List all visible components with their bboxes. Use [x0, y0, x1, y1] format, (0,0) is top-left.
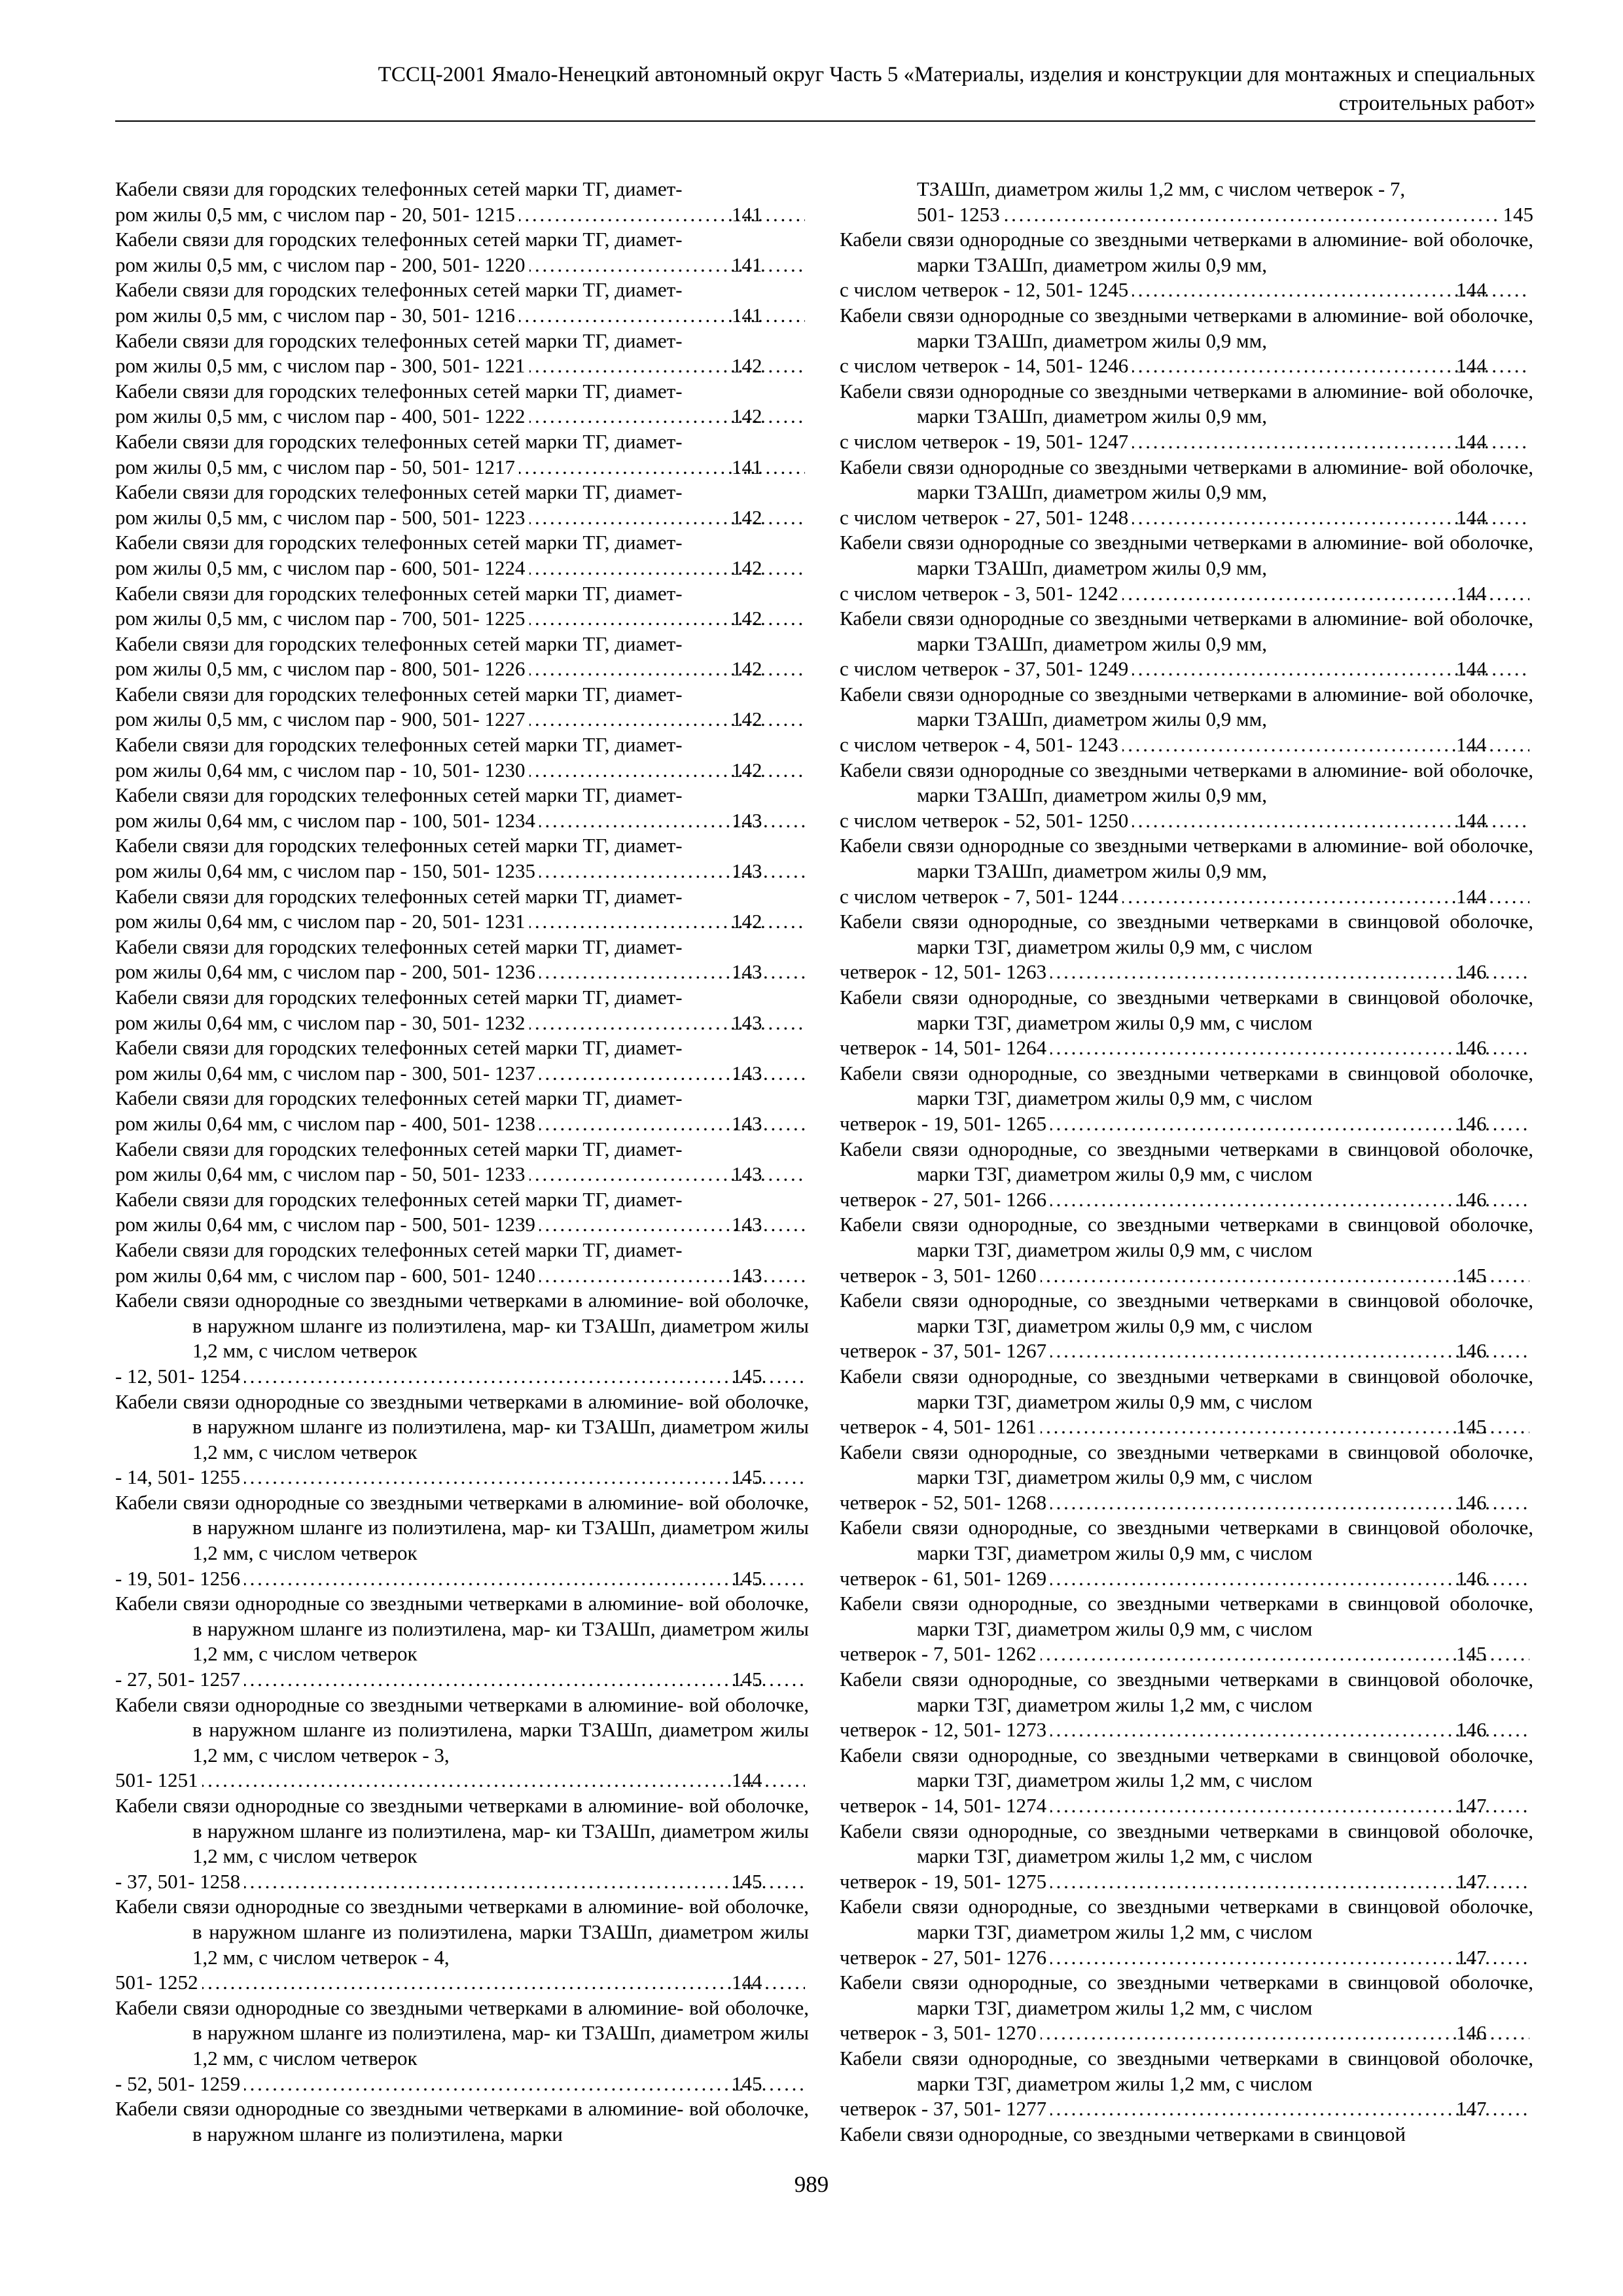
entry-code: ром жилы 0,64 мм, с числом пар - 600, 501- 1240 — [115, 1263, 536, 1287]
index-entry — [115, 632, 809, 682]
entry-ref-line: - 52, 501- 1259 . . . 145 — [192, 2072, 809, 2097]
entry-text: Кабели связи однородные со звездными четверками в алюминие- вой оболочке, марки ТЗАШп, диаметром жилы 0,9 мм, — [840, 531, 1533, 579]
dot-leader — [244, 1667, 805, 1693]
entry-text: Кабели связи однородные со звездными четверками в алюминие- вой оболочке, в наружном шланге из полиэтилена, марки ТЗАШп, диаметром жилы 1,2 мм, с числом четверок - 3, — [115, 1693, 809, 1767]
index-entry — [840, 1515, 1533, 1591]
entry-code: 501- 1251 — [115, 1768, 198, 1792]
entry-code: ром жилы 0,64 мм, с числом пар - 200, 501- 1236 — [115, 960, 536, 984]
entry-text: Кабели связи однородные, со звездными четверками в свинцовой оболочке, марки ТЗГ, диаметром жилы 1,2 мм, с числом — [840, 2046, 1533, 2095]
entry-code: ром жилы 0,64 мм, с числом пар - 10, 501- 1230 — [115, 758, 526, 781]
dot-leader — [202, 1768, 805, 1793]
index-entry — [840, 227, 1533, 303]
entry-code: ром жилы 0,64 мм, с числом пар - 150, 501- 1235 — [115, 859, 536, 883]
entry-text: Кабели связи однородные со звездными четверками в алюминие- вой оболочке, марки ТЗАШп, диаметром жилы 0,9 мм, — [840, 834, 1533, 883]
entry-text: Кабели связи однородные со звездными четверками в алюминие- вой оболочке, в наружном шланге из полиэтилена, мар- ки ТЗАШп, диаметром жилы 1,2 мм, с числом четверок — [115, 1592, 809, 1666]
dot-leader — [529, 556, 805, 581]
entry-text: Кабели связи однородные со звездными четверками в алюминие- вой оболочке, в наружном шланге из полиэтилена, мар- ки ТЗАШп, диаметром жилы 1,2 мм, с числом четверок — [115, 1289, 809, 1363]
index-entry — [115, 1996, 809, 2096]
entry-ref-line: ром жилы 0,64 мм, с числом пар - 150, 501- 1235 . . . 143 — [192, 859, 809, 884]
dot-leader — [539, 1111, 805, 1137]
entry-ref-line: с числом четверок - 14, 501- 1246 . . . 144 — [917, 353, 1533, 379]
entry-text: Кабели связи однородные, со звездными четверками в свинцовой оболочке, марки ТЗГ, диаметром жилы 0,9 мм, с числом — [840, 1213, 1533, 1261]
index-entry — [840, 1288, 1533, 1364]
entry-text: Кабели связи однородные, со звездными четверками в свинцовой оболочке, марки ТЗГ, диаметром жилы 1,2 мм, с числом — [840, 1668, 1533, 1716]
page-number: 989 — [794, 2172, 829, 2197]
entry-ref-line: ром жилы 0,5 мм, с числом пар - 700, 501- 1225 . . . 142 — [192, 606, 809, 632]
index-entry — [115, 278, 809, 328]
dot-leader — [529, 606, 805, 632]
entry-code: ром жилы 0,5 мм, с числом пар - 900, 501- 1227 — [115, 708, 526, 731]
entry-code: - 19, 501- 1256 — [115, 1566, 241, 1590]
entry-ref-line: ром жилы 0,5 мм, с числом пар - 500, 501- 1223 . . . 142 — [192, 505, 809, 531]
entry-page: 145 — [1503, 202, 1533, 226]
entry-text: Кабели связи для городских телефонных сетей марки ТГ, диамет- — [115, 581, 683, 605]
index-entry — [115, 732, 809, 783]
entry-text: Кабели связи для городских телефонных сетей марки ТГ, диамет- — [115, 1187, 683, 1211]
index-entry — [840, 1819, 1533, 1895]
entry-code: - 14, 501- 1255 — [115, 1465, 241, 1489]
index-entry — [840, 833, 1533, 909]
dot-leader — [202, 1970, 805, 1996]
entry-code: ром жилы 0,64 мм, с числом пар - 100, 501- 1234 — [115, 808, 536, 832]
index-entry — [115, 429, 809, 480]
dot-leader — [244, 1364, 805, 1390]
index-entry — [115, 833, 809, 884]
entry-ref-line: четверок - 12, 501- 1273 . . . 146 — [917, 1717, 1533, 1743]
dot-leader — [529, 1011, 805, 1036]
entry-code: ром жилы 0,5 мм, с числом пар - 600, 501- 1224 — [115, 556, 526, 579]
entry-ref-line: с числом четверок - 37, 501- 1249 . . . 144 — [917, 656, 1533, 682]
dot-leader — [244, 1566, 805, 1592]
index-entry — [115, 379, 809, 429]
entry-code: четверок - 3, 501- 1260 — [840, 1263, 1037, 1287]
entry-code: четверок - 14, 501- 1264 — [840, 1036, 1047, 1060]
entry-text: Кабели связи для городских телефонных сетей марки ТГ, диамет- — [115, 1036, 683, 1060]
index-entry — [840, 909, 1533, 985]
entry-ref-line: ром жилы 0,5 мм, с числом пар - 30, 501- 1216 . . . 141 — [192, 303, 809, 329]
entry-text: ТЗАШп, диаметром жилы 1,2 мм, с числом четверок - 7, — [917, 177, 1406, 200]
entry-ref-line: с числом четверок - 19, 501- 1247 . . . 144 — [917, 429, 1533, 455]
entry-ref-line: четверок - 3, 501- 1260 . . . 145 — [917, 1263, 1533, 1289]
entry-ref-line: ром жилы 0,64 мм, с числом пар - 200, 501- 1236 . . . 143 — [192, 960, 809, 985]
entry-ref-line: четверок - 7, 501- 1262 . . . 145 — [917, 1641, 1533, 1667]
dot-leader — [539, 1263, 805, 1289]
entry-code: с числом четверок - 4, 501- 1243 — [840, 733, 1118, 757]
entry-code: четверок - 12, 501- 1263 — [840, 960, 1047, 984]
entry-code: четверок - 19, 501- 1275 — [840, 1869, 1047, 1893]
entry-text: Кабели связи для городских телефонных сетей марки ТГ, диамет- — [115, 986, 683, 1009]
index-entry — [115, 227, 809, 278]
entry-text: Кабели связи для городских телефонных сетей марки ТГ, диамет- — [115, 379, 683, 403]
dot-leader — [539, 1212, 805, 1238]
entry-ref-line: ром жилы 0,64 мм, с числом пар - 100, 501- 1234 . . . 143 — [192, 808, 809, 834]
header-line-1: ТССЦ-2001 Ямало-Ненецкий автономный округ Часть 5 «Материалы, изделия и конструкции для монтажных и специальных — [378, 63, 1535, 86]
entry-ref-line: четверок - 14, 501- 1274 . . . 147 — [917, 1793, 1533, 1819]
entry-ref-line: - 37, 501- 1258 . . . 145 — [192, 1869, 809, 1895]
entry-text: Кабели связи однородные со звездными четверками в алюминие- вой оболочке, марки ТЗАШп, диаметром жилы 0,9 мм, — [840, 379, 1533, 428]
index-entry — [115, 1894, 809, 1995]
entry-ref-line: четверок - 4, 501- 1261 . . . 145 — [917, 1414, 1533, 1440]
index-entry — [115, 985, 809, 1035]
dot-leader — [529, 758, 805, 783]
running-header — [115, 60, 1535, 118]
entry-code: ром жилы 0,5 мм, с числом пар - 20, 501- 1215 — [115, 202, 516, 226]
entry-ref-line: четверок - 37, 501- 1277 . . . 147 — [917, 2096, 1533, 2122]
entry-code: ром жилы 0,5 мм, с числом пар - 700, 501- 1225 — [115, 607, 526, 630]
entry-code: - 27, 501- 1257 — [115, 1668, 241, 1691]
dot-leader — [529, 656, 805, 682]
entry-text: Кабели связи однородные со звездными четверками в алюминие- вой оболочке, марки ТЗАШп, диаметром жилы 0,9 мм, — [840, 607, 1533, 655]
entry-text: Кабели связи для городских телефонных сетей марки ТГ, диамет- — [115, 329, 683, 352]
entry-code: четверок - 27, 501- 1276 — [840, 1945, 1047, 1969]
entry-code: четверок - 52, 501- 1268 — [840, 1490, 1047, 1514]
header-line-2: строительных работ» — [1338, 92, 1535, 115]
entry-ref-line: ром жилы 0,5 мм, с числом пар - 900, 501- 1227 . . . 142 — [192, 707, 809, 732]
dot-leader — [539, 859, 805, 884]
entry-ref-line: 501- 1252 . . . 144 — [192, 1970, 809, 1996]
entry-ref-line: четверок - 3, 501- 1270 . . . 146 — [917, 2020, 1533, 2046]
header-rule — [115, 120, 1535, 122]
dot-leader — [244, 2072, 805, 2097]
entry-code: с числом четверок - 3, 501- 1242 — [840, 581, 1118, 605]
entry-code: четверок - 37, 501- 1277 — [840, 2097, 1047, 2121]
entry-text: Кабели связи для городских телефонных сетей марки ТГ, диамет- — [115, 228, 683, 251]
entry-ref-line: ром жилы 0,64 мм, с числом пар - 20, 501- 1231 . . . 142 — [192, 909, 809, 935]
index-entry — [840, 758, 1533, 834]
entry-code: ром жилы 0,64 мм, с числом пар - 50, 501- 1233 — [115, 1162, 526, 1186]
entry-code: ром жилы 0,5 мм, с числом пар - 800, 501- 1226 — [115, 657, 526, 681]
entry-text: Кабели связи для городских телефонных сетей марки ТГ, диамет- — [115, 834, 683, 857]
entry-text: Кабели связи для городских телефонных сетей марки ТГ, диамет- — [115, 632, 683, 655]
entry-text: Кабели связи однородные со звездными четверками в алюминие- вой оболочке, в наружном шланге из полиэтилена, марки — [115, 2097, 809, 2145]
entry-text: Кабели связи однородные, со звездными четверками в свинцовой оболочке, марки ТЗГ, диаметром жилы 1,2 мм, с числом — [840, 1971, 1533, 2019]
entry-text: Кабели связи однородные, со звездными четверками в свинцовой оболочке, марки ТЗГ, диаметром жилы 0,9 мм, с числом — [840, 1137, 1533, 1186]
entry-code: ром жилы 0,5 мм, с числом пар - 50, 501- 1217 — [115, 455, 516, 478]
entry-text: Кабели связи однородные, со звездными четверками в свинцовой оболочке, марки ТЗГ, диаметром жилы 0,9 мм, с числом — [840, 1592, 1533, 1640]
entry-code: с числом четверок - 27, 501- 1248 — [840, 505, 1129, 529]
entry-text: Кабели связи однородные, со звездными четверками в свинцовой оболочке, марки ТЗГ, диаметром жилы 1,2 мм, с числом — [840, 1819, 1533, 1868]
entry-ref-line: - 27, 501- 1257 . . . 145 — [192, 1667, 809, 1693]
entry-code: с числом четверок - 37, 501- 1249 — [840, 657, 1129, 681]
index-entry — [840, 985, 1533, 1061]
index-entry — [840, 1137, 1533, 1213]
index-entry — [115, 1288, 809, 1389]
entry-ref-line: ром жилы 0,5 мм, с числом пар - 200, 501- 1220 . . . 141 — [192, 253, 809, 278]
entry-ref-line: с числом четверок - 4, 501- 1243 . . . 144 — [917, 732, 1533, 758]
entry-ref-line: ром жилы 0,5 мм, с числом пар - 600, 501- 1224 . . . 142 — [192, 556, 809, 581]
entry-code: ром жилы 0,5 мм, с числом пар - 300, 501- 1221 — [115, 354, 526, 378]
dot-leader — [529, 404, 805, 429]
dot-leader — [529, 1162, 805, 1187]
index-entry — [840, 177, 1533, 227]
entry-code: четверок - 7, 501- 1262 — [840, 1642, 1037, 1666]
entry-text: Кабели связи для городских телефонных сетей марки ТГ, диамет- — [115, 1137, 683, 1160]
entry-code: 501- 1252 — [115, 1971, 198, 1994]
index-entry — [115, 581, 809, 632]
index-entry — [115, 530, 809, 581]
entry-text: Кабели связи однородные, со звездными четверками в свинцовой оболочке, марки ТЗГ, диаметром жилы 1,2 мм, с числом — [840, 1743, 1533, 1792]
index-entry — [115, 783, 809, 833]
entry-code: ром жилы 0,64 мм, с числом пар - 400, 501- 1238 — [115, 1111, 536, 1135]
index-entry — [840, 303, 1533, 379]
entry-text: Кабели связи однородные со звездными четверками в алюминие- вой оболочке, в наружном шланге из полиэтилена, марки ТЗАШп, диаметром жилы 1,2 мм, с числом четверок - 4, — [115, 1895, 809, 1969]
index-entry — [840, 1743, 1533, 1819]
index-entry — [115, 329, 809, 379]
entry-text: Кабели связи однородные, со звездными четверками в свинцовой — [840, 2122, 1406, 2145]
entry-code: с числом четверок - 14, 501- 1246 — [840, 354, 1129, 378]
dot-leader — [539, 960, 805, 985]
entry-text: Кабели связи для городских телефонных сетей марки ТГ, диамет- — [115, 531, 683, 554]
entry-ref-line: четверок - 19, 501- 1265 . . . 146 — [917, 1111, 1533, 1137]
entry-ref-line: с числом четверок - 27, 501- 1248 . . . 144 — [917, 505, 1533, 531]
entry-code: ром жилы 0,64 мм, с числом пар - 30, 501- 1232 — [115, 1011, 526, 1034]
entry-code: с числом четверок - 7, 501- 1244 — [840, 884, 1118, 908]
index-entry — [115, 1693, 809, 1793]
entry-ref-line — [917, 202, 1533, 228]
entry-text: Кабели связи однородные со звездными четверками в алюминие- вой оболочке, марки ТЗАШп, диаметром жилы 0,9 мм, — [840, 228, 1533, 276]
dot-leader — [244, 1465, 805, 1490]
entry-ref-line: четверок - 27, 501- 1266 . . . 146 — [917, 1187, 1533, 1213]
entry-text: Кабели связи однородные, со звездными четверками в свинцовой оболочке, марки ТЗГ, диаметром жилы 1,2 мм, с числом — [840, 1895, 1533, 1943]
entry-code: с числом четверок - 52, 501- 1250 — [840, 808, 1129, 832]
entry-ref-line: с числом четверок - 12, 501- 1245 . . . 144 — [917, 278, 1533, 303]
entry-ref-line: ром жилы 0,64 мм, с числом пар - 600, 501- 1240 . . . 143 — [192, 1263, 809, 1289]
index-entry — [115, 1238, 809, 1288]
entry-ref-line: - 19, 501- 1256 . . . 145 — [192, 1566, 809, 1592]
index-entry — [840, 1061, 1533, 1137]
entry-code: - 12, 501- 1254 — [115, 1364, 241, 1388]
entry-code: - 37, 501- 1258 — [115, 1869, 241, 1893]
entry-ref-line: - 14, 501- 1255 . . . 145 — [192, 1465, 809, 1490]
index-entry — [840, 2046, 1533, 2122]
entry-text: Кабели связи для городских телефонных сетей марки ТГ, диамет- — [115, 783, 683, 807]
entry-text: Кабели связи однородные со звездными четверками в алюминие- вой оболочке, марки ТЗАШп, диаметром жилы 0,9 мм, — [840, 682, 1533, 731]
entry-ref-line: четверок - 27, 501- 1276 . . . 147 — [917, 1945, 1533, 1971]
entry-text: Кабели связи однородные, со звездными четверками в свинцовой оболочке, марки ТЗГ, диаметром жилы 0,9 мм, с числом — [840, 1289, 1533, 1337]
entry-text: Кабели связи для городских телефонных сетей марки ТГ, диамет- — [115, 429, 683, 453]
entry-text: Кабели связи однородные со звездными четверками в алюминие- вой оболочке, в наружном шланге из полиэтилена, мар- ки ТЗАШп, диаметром жилы 1,2 мм, с числом четверок — [115, 1996, 809, 2070]
dot-leader — [1004, 202, 1499, 228]
entry-ref-line: - 12, 501- 1254 . . . 145 — [192, 1364, 809, 1390]
dot-leader — [529, 253, 805, 278]
entry-ref-line: ром жилы 0,64 мм, с числом пар - 30, 501- 1232 . . . 143 — [192, 1011, 809, 1036]
entry-code: ром жилы 0,5 мм, с числом пар - 200, 501- 1220 — [115, 253, 526, 276]
index-entry — [840, 1970, 1533, 2046]
entry-code: ром жилы 0,64 мм, с числом пар - 500, 501- 1239 — [115, 1213, 536, 1236]
entry-code: четверок - 19, 501- 1265 — [840, 1111, 1047, 1135]
entry-text: Кабели связи однородные со звездными четверками в алюминие- вой оболочке, в наружном шланге из полиэтилена, мар- ки ТЗАШп, диаметром жилы 1,2 мм, с числом четверок — [115, 1390, 809, 1463]
index-entry — [840, 2122, 1533, 2147]
entry-ref-line: четверок - 61, 501- 1269 . . . 146 — [917, 1566, 1533, 1592]
entry-code: четверок - 27, 501- 1266 — [840, 1187, 1047, 1211]
entry-text: Кабели связи для городских телефонных сетей марки ТГ, диамет- — [115, 1238, 683, 1261]
index-entry — [840, 1364, 1533, 1440]
index-entry — [840, 606, 1533, 682]
index-entry — [840, 455, 1533, 531]
index-entry — [115, 480, 809, 530]
entry-ref-line: ром жилы 0,64 мм, с числом пар - 50, 501- 1233 . . . 143 — [192, 1162, 809, 1187]
entry-text: Кабели связи однородные со звездными четверками в алюминие- вой оболочке, марки ТЗАШп, диаметром жилы 0,9 мм, — [840, 455, 1533, 504]
index-entry — [840, 1591, 1533, 1667]
entry-text: Кабели связи однородные, со звездными четверками в свинцовой оболочке, марки ТЗГ, диаметром жилы 0,9 мм, с числом — [840, 1440, 1533, 1489]
index-column-left — [115, 177, 809, 2147]
entry-text: Кабели связи однородные со звездными четверками в алюминие- вой оболочке, в наружном шланге из полиэтилена, мар- ки ТЗАШп, диаметром жилы 1,2 мм, с числом четверок — [115, 1490, 809, 1565]
index-entry — [115, 1591, 809, 1692]
entry-ref-line: ром жилы 0,5 мм, с числом пар - 50, 501- 1217 . . . 141 — [192, 455, 809, 480]
index-entry — [840, 379, 1533, 455]
entry-ref-line: с числом четверок - 3, 501- 1242 . . . 144 — [917, 581, 1533, 607]
entry-text: Кабели связи однородные, со звездными четверками в свинцовой оболочке, марки ТЗГ, диаметром жилы 0,9 мм, с числом — [840, 1364, 1533, 1413]
index-entry — [840, 682, 1533, 758]
index-entry — [840, 1212, 1533, 1288]
entry-text: Кабели связи однородные со звездными четверками в алюминие- вой оболочке, марки ТЗАШп, диаметром жилы 0,9 мм, — [840, 303, 1533, 352]
index-entry — [840, 530, 1533, 606]
dot-leader — [539, 1061, 805, 1086]
entry-text: Кабели связи для городских телефонных сетей марки ТГ, диамет- — [115, 884, 683, 908]
entry-ref-line: ром жилы 0,5 мм, с числом пар - 800, 501- 1226 . . . 142 — [192, 656, 809, 682]
index-column-right — [840, 177, 1533, 2147]
entry-text: Кабели связи однородные со звездными четверками в алюминие- вой оболочке, марки ТЗАШп, диаметром жилы 0,9 мм, — [840, 758, 1533, 807]
entry-text: Кабели связи для городских телефонных сетей марки ТГ, диамет- — [115, 733, 683, 757]
entry-text: Кабели связи для городских телефонных сетей марки ТГ, диамет- — [115, 682, 683, 706]
entry-code: четверок - 3, 501- 1270 — [840, 2021, 1037, 2045]
entry-ref-line: четверок - 37, 501- 1267 . . . 146 — [917, 1338, 1533, 1364]
index-entry — [115, 1187, 809, 1238]
entry-code: ром жилы 0,64 мм, с числом пар - 20, 501- 1231 — [115, 910, 526, 933]
dot-leader — [529, 353, 805, 379]
entry-ref-line: ром жилы 0,5 мм, с числом пар - 400, 501- 1222 . . . 142 — [192, 404, 809, 429]
index-entry — [115, 682, 809, 732]
index-entry — [115, 1035, 809, 1086]
entry-text: Кабели связи однородные, со звездными четверками в свинцовой оболочке, марки ТЗГ, диаметром жилы 0,9 мм, с числом — [840, 1061, 1533, 1110]
entry-text: Кабели связи однородные, со звездными четверками в свинцовой оболочке, марки ТЗГ, диаметром жилы 0,9 мм, с числом — [840, 1516, 1533, 1565]
index-entry — [115, 1793, 809, 1894]
entry-text: Кабели связи для городских телефонных сетей марки ТГ, диамет- — [115, 1086, 683, 1110]
index-entry — [115, 2096, 809, 2147]
entry-ref-line: 501- 1251 . . . 144 — [192, 1768, 809, 1793]
dot-leader — [529, 909, 805, 935]
entry-code: ром жилы 0,5 мм, с числом пар - 400, 501- 1222 — [115, 404, 526, 428]
entry-ref-line: ром жилы 0,5 мм, с числом пар - 20, 501- 1215 . . . 141 — [192, 202, 809, 228]
index-entry — [840, 1667, 1533, 1743]
entry-code: ром жилы 0,5 мм, с числом пар - 500, 501- 1223 — [115, 505, 526, 529]
index-entry — [115, 1490, 809, 1591]
entry-ref-line: с числом четверок - 7, 501- 1244 . . . 144 — [917, 884, 1533, 910]
entry-text: Кабели связи для городских телефонных сетей марки ТГ, диамет- — [115, 278, 683, 302]
index-entry — [840, 1894, 1533, 1970]
entry-text: Кабели связи однородные, со звездными четверками в свинцовой оболочке, марки ТЗГ, диаметром жилы 0,9 мм, с числом — [840, 910, 1533, 958]
entry-ref-line: с числом четверок - 52, 501- 1250 . . . 144 — [917, 808, 1533, 834]
entry-ref-line: четверок - 12, 501- 1263 . . . 146 — [917, 960, 1533, 985]
entry-code: четверок - 4, 501- 1261 — [840, 1415, 1037, 1439]
index-entry — [115, 1086, 809, 1136]
index-entry — [115, 177, 809, 227]
dot-leader — [529, 505, 805, 531]
entry-ref-line: четверок - 19, 501- 1275 . . . 147 — [917, 1869, 1533, 1895]
index-entry — [840, 1440, 1533, 1516]
entry-ref-line: четверок - 52, 501- 1268 . . . 146 — [917, 1490, 1533, 1516]
entry-code: - 52, 501- 1259 — [115, 2072, 241, 2095]
entry-ref-line: ром жилы 0,64 мм, с числом пар - 400, 501- 1238 . . . 143 — [192, 1111, 809, 1137]
entry-code: четверок - 37, 501- 1267 — [840, 1339, 1047, 1363]
dot-leader — [539, 808, 805, 834]
dot-leader — [244, 1869, 805, 1895]
entry-text: Кабели связи однородные, со звездными четверками в свинцовой оболочке, марки ТЗГ, диаметром жилы 0,9 мм, с числом — [840, 986, 1533, 1034]
entry-code: с числом четверок - 19, 501- 1247 — [840, 429, 1129, 453]
entry-text: Кабели связи однородные со звездными четверками в алюминие- вой оболочке, в наружном шланге из полиэтилена, мар- ки ТЗАШп, диаметром жилы 1,2 мм, с числом четверок — [115, 1794, 809, 1868]
index-entry — [115, 1390, 809, 1490]
entry-code: ром жилы 0,64 мм, с числом пар - 300, 501- 1237 — [115, 1061, 536, 1085]
entry-code: с числом четверок - 12, 501- 1245 — [840, 278, 1129, 302]
entry-ref-line: ром жилы 0,5 мм, с числом пар - 300, 501- 1221 . . . 142 — [192, 353, 809, 379]
entry-code: ром жилы 0,5 мм, с числом пар - 30, 501- 1216 — [115, 303, 516, 327]
index-entry — [115, 1137, 809, 1187]
entry-text: Кабели связи для городских телефонных сетей марки ТГ, диамет- — [115, 177, 683, 200]
entry-ref-line: ром жилы 0,64 мм, с числом пар - 10, 501- 1230 . . . 142 — [192, 758, 809, 783]
entry-text: Кабели связи для городских телефонных сетей марки ТГ, диамет- — [115, 480, 683, 504]
entry-code: четверок - 14, 501- 1274 — [840, 1794, 1047, 1817]
entry-ref-line: четверок - 14, 501- 1264 . . . 146 — [917, 1035, 1533, 1061]
entry-ref-line: ром жилы 0,64 мм, с числом пар - 500, 501- 1239 . . . 143 — [192, 1212, 809, 1238]
entry-text: Кабели связи для городских телефонных сетей марки ТГ, диамет- — [115, 935, 683, 958]
index-entry — [115, 884, 809, 935]
dot-leader — [529, 707, 805, 732]
entry-code: 501- 1253 — [917, 202, 1000, 226]
entry-code: четверок - 61, 501- 1269 — [840, 1566, 1047, 1590]
index-entry — [115, 935, 809, 985]
entry-ref-line: ром жилы 0,64 мм, с числом пар - 300, 501- 1237 . . . 143 — [192, 1061, 809, 1086]
entry-code: четверок - 12, 501- 1273 — [840, 1718, 1047, 1742]
